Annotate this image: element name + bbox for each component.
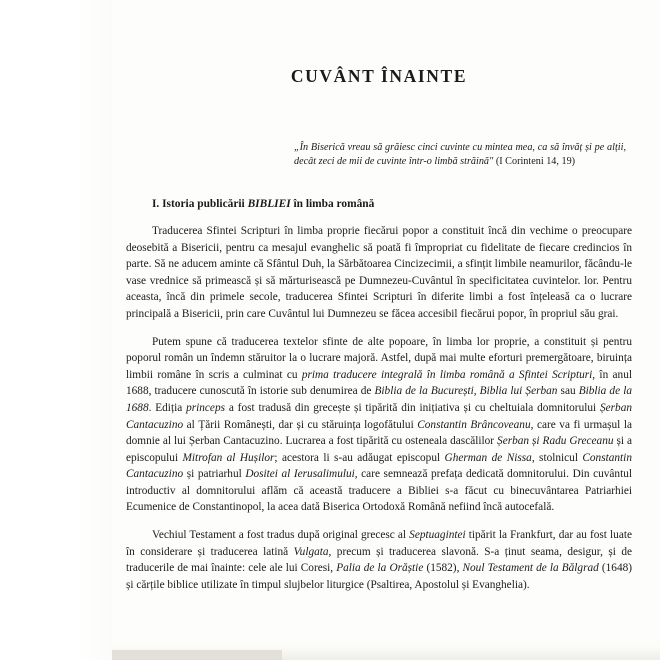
paragraph-2: Putem spune că traducerea textelor sfinte de alte popoare, în limba lor proprie, a constituit și pentru poporul român un îndemn stăruitor la o lucrare majoră. Astfel, după mai multe eforturi premergătoare, biruința limbii române în scris a culminat cu prima traducere integrală în limba română a Sfintei Scripturi, în anul 1688, traducere cunoscută în istorie sub denumirea de Biblia de la București, Biblia lui Șerban sau Biblia de la 1688. Ediția princeps a fost tradusă din grecește și tipărită din inițiativa și cu cheltuiala domnitorului Șerban Cantacuzino al Țării Românești, dar și cu stăruința logofătului Constantin Brâncoveanu, care va fi urmașul la domnie al lui Șerban Cantacuzino. Lucrarea a fost tipărită cu osteneala dascălilor Șerban și Radu Greceanu și a episcopului Mitrofan al Hușilor; acestora li s-au adăugat episcopul Gherman de Nissa, stolnicul Constantin Cantacuzino și patriarhul Dositei al Ierusalimului, care semnează prefața dedicată domnitorului. Din cuvântul introductiv al domnitorului aflăm că această traducere a Bibliei s-a făcut cu binecuvântarea Patriarhiei Ecumenice de Constantinopol, la acea dată Biserica Ortodoxă Română nefiind încă autocefală.: [126, 335, 633, 514]
section-heading-italic: BIBLIEI: [247, 197, 291, 210]
epigraph-quote: „În Biserică vreau să grăiesc cinci cuvinte cu mintea mea, ca să învăț și pe alții, decât zeci de mii de cuvinte într-o limbă străină": [294, 142, 626, 168]
section-heading-suffix: în limba română: [290, 197, 375, 210]
page-left-margin: [0, 0, 112, 660]
section-heading-prefix: I. Istoria publicării: [152, 197, 248, 210]
epigraph: [294, 141, 626, 170]
epigraph-reference: (I Corinteni 14, 19): [495, 156, 576, 168]
paragraph-3: Vechiul Testament a fost tradus după original grecesc al Septuagintei tipărit la Frankfurt, dar au fost luate în considerare și traducerea latină Vulgata, precum și traducerea slavonă. S-a ținut seama, desigur, și de traducerile de mai înainte: cele ale lui Coresi, Palia de la Orăștie (1582), Noul Testament de la Bălgrad (1648) și cărțile biblice utilizate în timpul slujbelor liturgice (Psaltirea, Apostolul și Evanghelia).: [126, 529, 633, 591]
page-content: [126, 0, 632, 660]
page-title: CUVÂNT ÎNAINTE: [290, 66, 468, 86]
section-heading: [152, 198, 632, 210]
paragraph-1: Traducerea Sfintei Scripturi în limba proprie fiecărui popor a constituit încă din vechime o preocupare deosebită a Bisericii, pentru ca mesajul evanghelic să poată fi împropriat cu fidelitate de fiecare credincios în parte. Să ne aducem aminte că Sfântul Duh, la Sărbătoarea Cincizecimii, a sfințit limbile neamurilor, făcându-le vase vrednice să primească și să mărturisească pe Dumnezeu-Cuvântul în specificitatea cuvintelor. lor. Pentru aceasta, încă din primele secole, traducerea Sfintei Scripturi în diferite limbi a fost înțeleasă ca o lucrare principală a Bisericii, prin care Cuvântul lui Dumnezeu se făcea accesibil fiecărui popor, în propriul său grai.: [126, 224, 632, 320]
